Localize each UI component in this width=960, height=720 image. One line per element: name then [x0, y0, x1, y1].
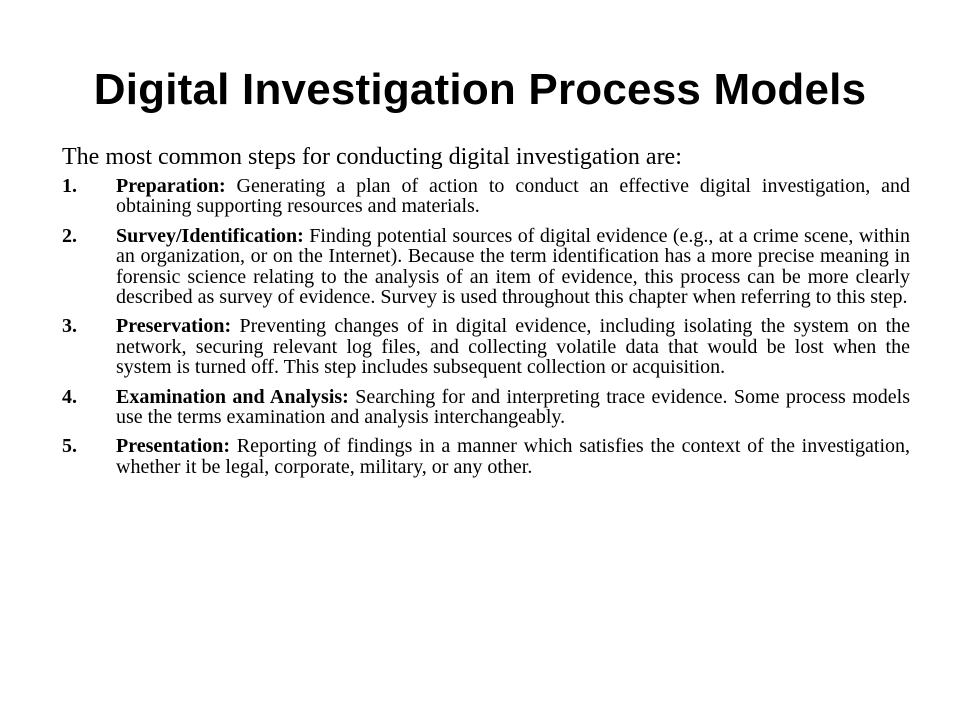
step-item-preservation	[62, 316, 910, 377]
step-number: 3.	[62, 315, 77, 338]
step-number: 4.	[62, 385, 77, 408]
step-term: Preparation:	[116, 175, 237, 197]
step-description: Finding potential sources of digital evidence (e.g., at a crime scene, within an organization, or on the Internet). Because the term identification has a more precise meaning in forensic science relating to the analysis of an item of evidence, this process can be more clearly described as survey of evidence. Survey is used throughout this chapter when referring to this step.	[116, 224, 910, 309]
step-term: Survey/Identification:	[116, 224, 310, 247]
step-item-presentation	[62, 436, 910, 477]
steps-list	[62, 176, 910, 477]
intro-text: The most common steps for conducting digital investigation are:	[62, 144, 682, 170]
slide-body	[62, 140, 910, 486]
step-description: Searching for and interpreting trace evidence. Some process models use the terms examination and analysis interchangeably.	[116, 385, 910, 429]
step-number: 1.	[62, 175, 77, 197]
step-item-preparation	[62, 176, 910, 217]
step-number: 5.	[62, 435, 77, 458]
step-term: Preservation:	[116, 315, 240, 338]
step-term: Examination and Analysis:	[116, 385, 356, 408]
step-term: Presentation:	[116, 435, 237, 458]
step-item-examination-analysis	[62, 387, 910, 428]
slide-title: Digital Investigation Process Models	[93, 65, 867, 114]
step-description: Reporting of findings in a manner which satisfies the context of the investigation, whether it be legal, corporate, military, or any other.	[116, 435, 910, 478]
step-description: Generating a plan of action to conduct an effective digital investigation, and obtaining supporting resources and materials.	[116, 175, 911, 218]
step-item-survey-identification	[62, 226, 910, 308]
step-number: 2.	[62, 224, 77, 247]
step-description: Preventing changes of in digital evidence, including isolating the system on the network, securing relevant log files, and collecting volatile data that would be lost when the system is turned off. This step includes subsequent collection or acquisition.	[116, 315, 910, 379]
